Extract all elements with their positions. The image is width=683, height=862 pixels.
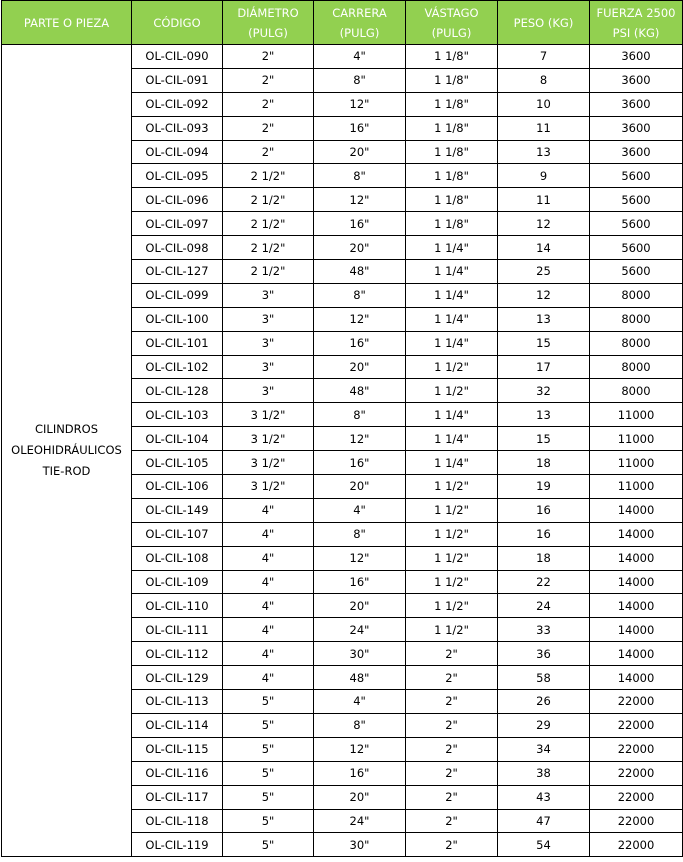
diameter-cell: 5": [223, 713, 314, 737]
force-cell: 3600: [590, 140, 683, 164]
code-cell: OL-CIL-098: [132, 236, 223, 260]
code-cell: OL-CIL-101: [132, 331, 223, 355]
part-label-line: OLEOHIDRÁULICOS: [11, 443, 122, 458]
stroke-cell: 12": [314, 737, 406, 761]
rod-cell: 2": [406, 833, 498, 857]
weight-cell: 13: [498, 307, 590, 331]
diameter-cell: 2": [223, 45, 314, 69]
rod-cell: 1 1/2": [406, 498, 498, 522]
stroke-cell: 48": [314, 260, 406, 284]
force-cell: 8000: [590, 307, 683, 331]
force-cell: 14000: [590, 666, 683, 690]
weight-cell: 10: [498, 92, 590, 116]
stroke-cell: 16": [314, 212, 406, 236]
weight-cell: 18: [498, 451, 590, 475]
diameter-cell: 3 1/2": [223, 451, 314, 475]
diameter-cell: 2": [223, 68, 314, 92]
weight-cell: 36: [498, 642, 590, 666]
code-cell: OL-CIL-149: [132, 498, 223, 522]
rod-cell: 2": [406, 666, 498, 690]
force-cell: 8000: [590, 331, 683, 355]
stroke-cell: 8": [314, 403, 406, 427]
stroke-cell: 16": [314, 570, 406, 594]
diameter-cell: 5": [223, 785, 314, 809]
rod-cell: 1 1/4": [406, 403, 498, 427]
force-cell: 11000: [590, 475, 683, 499]
stroke-cell: 4": [314, 690, 406, 714]
force-cell: 22000: [590, 761, 683, 785]
rod-cell: 1 1/8": [406, 140, 498, 164]
code-cell: OL-CIL-092: [132, 92, 223, 116]
stroke-cell: 12": [314, 427, 406, 451]
rod-cell: 2": [406, 690, 498, 714]
rod-cell: 1 1/4": [406, 331, 498, 355]
rod-cell: 1 1/8": [406, 45, 498, 69]
code-cell: OL-CIL-100: [132, 307, 223, 331]
code-cell: OL-CIL-099: [132, 283, 223, 307]
code-cell: OL-CIL-119: [132, 833, 223, 857]
code-cell: OL-CIL-093: [132, 116, 223, 140]
diameter-cell: 2": [223, 140, 314, 164]
code-cell: OL-CIL-117: [132, 785, 223, 809]
diameter-cell: 3": [223, 331, 314, 355]
force-cell: 22000: [590, 809, 683, 833]
stroke-cell: 8": [314, 68, 406, 92]
force-cell: 8000: [590, 379, 683, 403]
rod-cell: 2": [406, 761, 498, 785]
stroke-cell: 16": [314, 451, 406, 475]
force-cell: 5600: [590, 164, 683, 188]
rod-cell: 1 1/4": [406, 236, 498, 260]
diameter-cell: 3": [223, 379, 314, 403]
weight-cell: 32: [498, 379, 590, 403]
weight-cell: 16: [498, 522, 590, 546]
cylinder-spec-table: [1, 0, 683, 857]
weight-cell: 13: [498, 403, 590, 427]
code-cell: OL-CIL-107: [132, 522, 223, 546]
force-cell: 14000: [590, 522, 683, 546]
code-cell: OL-CIL-106: [132, 475, 223, 499]
diameter-cell: 3": [223, 283, 314, 307]
weight-cell: 17: [498, 355, 590, 379]
code-cell: OL-CIL-096: [132, 188, 223, 212]
force-cell: 22000: [590, 713, 683, 737]
stroke-cell: 20": [314, 785, 406, 809]
diameter-cell: 2": [223, 92, 314, 116]
header-force: FUERZA 2500 PSI (KG): [590, 1, 683, 45]
weight-cell: 34: [498, 737, 590, 761]
rod-cell: 1 1/2": [406, 546, 498, 570]
stroke-cell: 4": [314, 498, 406, 522]
weight-cell: 18: [498, 546, 590, 570]
stroke-cell: 16": [314, 116, 406, 140]
diameter-cell: 4": [223, 498, 314, 522]
code-cell: OL-CIL-112: [132, 642, 223, 666]
rod-cell: 2": [406, 737, 498, 761]
rod-cell: 1 1/8": [406, 92, 498, 116]
code-cell: OL-CIL-109: [132, 570, 223, 594]
stroke-cell: 12": [314, 92, 406, 116]
code-cell: OL-CIL-127: [132, 260, 223, 284]
stroke-cell: 8": [314, 283, 406, 307]
table-row: [2, 45, 683, 69]
code-cell: OL-CIL-129: [132, 666, 223, 690]
rod-cell: 1 1/2": [406, 522, 498, 546]
force-cell: 8000: [590, 355, 683, 379]
code-cell: OL-CIL-118: [132, 809, 223, 833]
weight-cell: 54: [498, 833, 590, 857]
force-cell: 14000: [590, 570, 683, 594]
stroke-cell: 8": [314, 522, 406, 546]
force-cell: 5600: [590, 188, 683, 212]
rod-cell: 2": [406, 713, 498, 737]
weight-cell: 11: [498, 188, 590, 212]
diameter-cell: 4": [223, 570, 314, 594]
force-cell: 3600: [590, 116, 683, 140]
code-cell: OL-CIL-111: [132, 618, 223, 642]
rod-cell: 2": [406, 809, 498, 833]
header-code: CÓDIGO: [132, 1, 223, 45]
diameter-cell: 2 1/2": [223, 212, 314, 236]
force-cell: 5600: [590, 212, 683, 236]
force-cell: 22000: [590, 833, 683, 857]
diameter-cell: 5": [223, 690, 314, 714]
rod-cell: 1 1/2": [406, 379, 498, 403]
diameter-cell: 2 1/2": [223, 236, 314, 260]
code-cell: OL-CIL-097: [132, 212, 223, 236]
stroke-cell: 20": [314, 355, 406, 379]
force-cell: 5600: [590, 236, 683, 260]
rod-cell: 1 1/2": [406, 570, 498, 594]
part-cell: [2, 45, 132, 857]
code-cell: OL-CIL-113: [132, 690, 223, 714]
code-cell: OL-CIL-115: [132, 737, 223, 761]
weight-cell: 25: [498, 260, 590, 284]
force-cell: 11000: [590, 403, 683, 427]
force-cell: 3600: [590, 68, 683, 92]
table-body: [2, 45, 683, 857]
part-label-line: CILINDROS: [34, 422, 99, 437]
diameter-cell: 4": [223, 546, 314, 570]
stroke-cell: 12": [314, 307, 406, 331]
weight-cell: 19: [498, 475, 590, 499]
weight-cell: 58: [498, 666, 590, 690]
force-cell: 14000: [590, 618, 683, 642]
weight-cell: 43: [498, 785, 590, 809]
weight-cell: 13: [498, 140, 590, 164]
code-cell: OL-CIL-108: [132, 546, 223, 570]
weight-cell: 12: [498, 212, 590, 236]
diameter-cell: 2 1/2": [223, 188, 314, 212]
rod-cell: 1 1/2": [406, 475, 498, 499]
stroke-cell: 24": [314, 618, 406, 642]
code-cell: OL-CIL-103: [132, 403, 223, 427]
stroke-cell: 30": [314, 642, 406, 666]
diameter-cell: 2 1/2": [223, 164, 314, 188]
diameter-cell: 4": [223, 666, 314, 690]
force-cell: 22000: [590, 785, 683, 809]
stroke-cell: 20": [314, 475, 406, 499]
weight-cell: 9: [498, 164, 590, 188]
diameter-cell: 5": [223, 833, 314, 857]
rod-cell: 1 1/4": [406, 427, 498, 451]
force-cell: 3600: [590, 92, 683, 116]
code-cell: OL-CIL-114: [132, 713, 223, 737]
diameter-cell: 4": [223, 594, 314, 618]
diameter-cell: 4": [223, 522, 314, 546]
diameter-cell: 5": [223, 761, 314, 785]
stroke-cell: 20": [314, 140, 406, 164]
weight-cell: 16: [498, 498, 590, 522]
weight-cell: 12: [498, 283, 590, 307]
code-cell: OL-CIL-104: [132, 427, 223, 451]
stroke-cell: 8": [314, 164, 406, 188]
stroke-cell: 24": [314, 809, 406, 833]
stroke-cell: 4": [314, 45, 406, 69]
stroke-cell: 16": [314, 761, 406, 785]
force-cell: 22000: [590, 690, 683, 714]
stroke-cell: 48": [314, 666, 406, 690]
diameter-cell: 2": [223, 116, 314, 140]
rod-cell: 2": [406, 785, 498, 809]
stroke-cell: 30": [314, 833, 406, 857]
weight-cell: 7: [498, 45, 590, 69]
weight-cell: 33: [498, 618, 590, 642]
force-cell: 5600: [590, 260, 683, 284]
code-cell: OL-CIL-105: [132, 451, 223, 475]
code-cell: OL-CIL-095: [132, 164, 223, 188]
stroke-cell: 16": [314, 331, 406, 355]
force-cell: 22000: [590, 737, 683, 761]
rod-cell: 1 1/2": [406, 618, 498, 642]
weight-cell: 26: [498, 690, 590, 714]
code-cell: OL-CIL-128: [132, 379, 223, 403]
force-cell: 11000: [590, 427, 683, 451]
diameter-cell: 2 1/2": [223, 260, 314, 284]
rod-cell: 1 1/2": [406, 594, 498, 618]
diameter-cell: 3": [223, 355, 314, 379]
weight-cell: 29: [498, 713, 590, 737]
weight-cell: 15: [498, 331, 590, 355]
stroke-cell: 48": [314, 379, 406, 403]
diameter-cell: 3 1/2": [223, 427, 314, 451]
weight-cell: 14: [498, 236, 590, 260]
rod-cell: 1 1/4": [406, 307, 498, 331]
code-cell: OL-CIL-102: [132, 355, 223, 379]
diameter-cell: 3": [223, 307, 314, 331]
rod-cell: 1 1/8": [406, 212, 498, 236]
weight-cell: 8: [498, 68, 590, 92]
code-cell: OL-CIL-116: [132, 761, 223, 785]
weight-cell: 47: [498, 809, 590, 833]
rod-cell: 1 1/4": [406, 283, 498, 307]
rod-cell: 1 1/4": [406, 451, 498, 475]
diameter-cell: 4": [223, 618, 314, 642]
weight-cell: 22: [498, 570, 590, 594]
diameter-cell: 5": [223, 809, 314, 833]
stroke-cell: 20": [314, 236, 406, 260]
diameter-cell: 3 1/2": [223, 475, 314, 499]
rod-cell: 1 1/2": [406, 355, 498, 379]
force-cell: 11000: [590, 451, 683, 475]
code-cell: OL-CIL-110: [132, 594, 223, 618]
weight-cell: 38: [498, 761, 590, 785]
part-label-line: TIE-ROD: [42, 464, 91, 479]
rod-cell: 1 1/8": [406, 164, 498, 188]
weight-cell: 15: [498, 427, 590, 451]
code-cell: OL-CIL-090: [132, 45, 223, 69]
diameter-cell: 4": [223, 642, 314, 666]
rod-cell: 1 1/8": [406, 116, 498, 140]
diameter-cell: 3 1/2": [223, 403, 314, 427]
force-cell: 3600: [590, 45, 683, 69]
rod-cell: 1 1/4": [406, 260, 498, 284]
header-part: PARTE O PIEZA: [2, 1, 132, 45]
weight-cell: 11: [498, 116, 590, 140]
force-cell: 14000: [590, 546, 683, 570]
code-cell: OL-CIL-094: [132, 140, 223, 164]
header-rod: VÁSTAGO (PULG): [406, 1, 498, 45]
force-cell: 14000: [590, 498, 683, 522]
stroke-cell: 8": [314, 713, 406, 737]
stroke-cell: 20": [314, 594, 406, 618]
rod-cell: 1 1/8": [406, 68, 498, 92]
diameter-cell: 5": [223, 737, 314, 761]
header-weight: PESO (KG): [498, 1, 590, 45]
header-diameter: DIÁMETRO (PULG): [223, 1, 314, 45]
force-cell: 14000: [590, 642, 683, 666]
rod-cell: 1 1/8": [406, 188, 498, 212]
code-cell: OL-CIL-091: [132, 68, 223, 92]
header-stroke: CARRERA (PULG): [314, 1, 406, 45]
weight-cell: 24: [498, 594, 590, 618]
force-cell: 14000: [590, 594, 683, 618]
stroke-cell: 12": [314, 188, 406, 212]
stroke-cell: 12": [314, 546, 406, 570]
rod-cell: 2": [406, 642, 498, 666]
force-cell: 8000: [590, 283, 683, 307]
header-row: [2, 1, 683, 45]
